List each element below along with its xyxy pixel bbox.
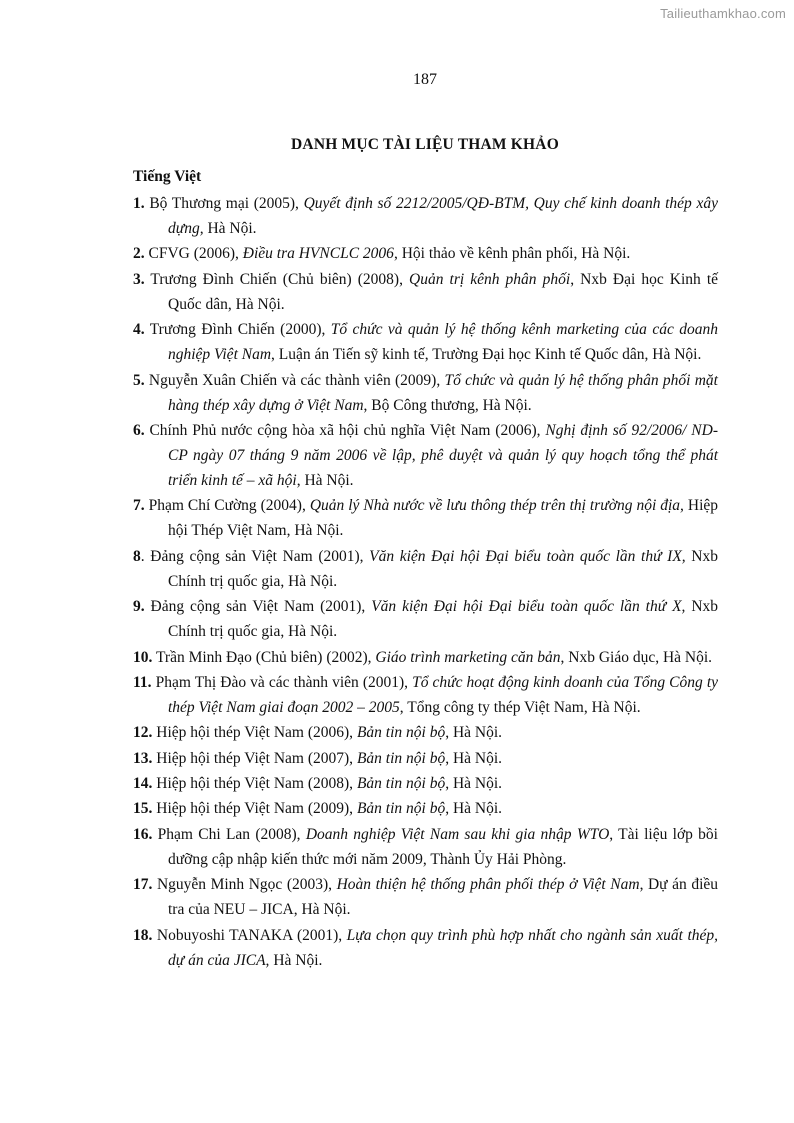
reference-author: Trương Đình Chiến (Chủ biên) (2008), (150, 270, 410, 288)
reference-title: Bản tin nội bộ (356, 724, 446, 742)
reference-number: 12. (133, 724, 153, 742)
reference-title: Quản trị kênh phân phối (409, 270, 571, 288)
reference-title: Tổ chức và quản lý hệ thống phân phối mặt hàng thép xây dựng ở Việt Nam (168, 371, 718, 414)
reference-author: Bộ Thương mại (2005), (149, 195, 304, 212)
reference-author: Trương Đình Chiến (2000), (149, 321, 331, 339)
reference-number: 7. (133, 497, 145, 515)
reference-title: Bản tin nội bộ (356, 800, 446, 818)
page-number: 187 (413, 71, 437, 88)
reference-item (133, 418, 718, 493)
page-title: DANH MỤC TÀI LIỆU THAM KHẢO (291, 136, 559, 153)
reference-item (133, 923, 718, 973)
reference-author: . Đảng cộng sản Việt Nam (2001), (140, 547, 370, 565)
reference-item (133, 493, 718, 543)
reference-number: 11. (133, 673, 152, 691)
reference-item (133, 267, 718, 317)
reference-number: 13. (133, 749, 153, 767)
reference-author: Nobuyoshi TANAKA (2001), (156, 926, 347, 944)
reference-title: Giáo trình marketing căn bản (375, 648, 561, 666)
reference-author: Trần Minh Đạo (Chủ biên) (2002), (155, 648, 376, 666)
reference-publisher: , Tài liệu lớp bồi dưỡng cập nhập kiến thức mới năm 2009, Thành Ủy Hải Phòng. (168, 825, 718, 868)
reference-publisher: , Hà Nội. (296, 471, 354, 489)
reference-title: Văn kiện Đại hội Đại biểu toàn quốc lần thứ IX, (369, 547, 686, 565)
reference-title: Quyết định số 2212/2005/QĐ-BTM, Quy chế kinh doanh thép xây dựng, (168, 195, 718, 237)
reference-author: Hiệp hội thép Việt Nam (2007), (156, 749, 357, 767)
reference-number: 10. (133, 648, 153, 666)
reference-publisher: Hà Nội. (269, 951, 323, 969)
reference-item (133, 796, 718, 821)
reference-publisher: , Hà Nội. (445, 775, 503, 793)
reference-item (133, 544, 718, 594)
reference-number: 17. (133, 876, 153, 894)
reference-author: Nguyễn Minh Ngọc (2003), (156, 876, 337, 894)
reference-author: Hiệp hội thép Việt Nam (2008), (156, 775, 357, 793)
reference-item (133, 746, 718, 771)
reference-number: 18. (133, 926, 153, 944)
reference-author: Phạm Chí Cường (2004), (148, 497, 310, 515)
reference-publisher: , Luận án Tiến sỹ kinh tế, Trường Đại học Kinh tế Quốc dân, Hà Nội. (271, 346, 702, 364)
reference-number: 5. (133, 371, 145, 389)
reference-number: 15. (133, 800, 153, 818)
reference-item (133, 872, 718, 922)
reference-author: Chính Phủ nước cộng hòa xã hội chủ nghĩa Việt Nam (2006), (149, 421, 546, 439)
reference-title: Tổ chức hoạt động kinh doanh của Tổng Công ty thép Việt Nam giai đoạn 2002 – 2005 (168, 673, 719, 716)
reference-publisher: Hà Nội. (203, 220, 257, 237)
reference-title: Nghị định số 92/2006/ ND-CP ngày 07 tháng 9 năm 2006 về lập, phê duyệt và quản lý quy hoạch tổng thể phát triển kinh tế – xã hội (168, 421, 719, 489)
reference-publisher: , Nxb Đại học Kinh tế Quốc dân, Hà Nội. (168, 270, 718, 313)
reference-publisher: Nxb Chính trị quốc gia, Hà Nội. (168, 598, 719, 641)
reference-number: 8 (133, 547, 141, 565)
reference-list (133, 191, 718, 973)
reference-author: Phạm Chi Lan (2008), (157, 825, 306, 843)
reference-author: CFVG (2006), (148, 245, 243, 263)
reference-item (133, 594, 718, 644)
reference-item (133, 771, 718, 796)
reference-author: Hiệp hội thép Việt Nam (2006), (156, 724, 357, 742)
reference-item (133, 822, 718, 872)
reference-publisher: , Hà Nội. (445, 724, 503, 742)
reference-number: 1. (133, 195, 145, 212)
reference-publisher: , Tổng công ty thép Việt Nam, Hà Nội. (399, 698, 641, 716)
reference-title: Văn kiện Đại hội Đại biểu toàn quốc lần thứ X, (371, 598, 686, 616)
reference-publisher: Nxb Chính trị quốc gia, Hà Nội. (168, 547, 718, 590)
reference-author: Hiệp hội thép Việt Nam (2009), (156, 800, 357, 818)
reference-author: Phạm Thị Đào và các thành viên (2001), (155, 673, 413, 691)
reference-title: Tổ chức và quản lý hệ thống kênh marketing của các doanh nghiệp Việt Nam (168, 321, 718, 364)
reference-item (133, 368, 718, 418)
reference-number: 9. (133, 598, 145, 616)
reference-publisher: , Hội thảo về kênh phân phối, Hà Nội. (393, 245, 631, 263)
reference-number: 3. (133, 270, 145, 288)
reference-publisher: , Hà Nội. (445, 800, 503, 818)
reference-title: Hoàn thiện hệ thống phân phối thép ở Việt Nam (336, 876, 640, 894)
reference-number: 14. (133, 775, 153, 793)
reference-number: 16. (133, 825, 153, 843)
reference-item (133, 191, 718, 241)
reference-item (133, 720, 718, 745)
reference-item (133, 241, 718, 266)
reference-publisher: Hiệp hội Thép Việt Nam, Hà Nội. (168, 497, 719, 540)
reference-item (133, 670, 718, 720)
reference-title: Điều tra HVNCLC 2006 (242, 245, 394, 263)
reference-title: Bản tin nội bộ (356, 749, 446, 767)
reference-number: 4. (133, 321, 145, 339)
reference-number: 2. (133, 245, 145, 263)
reference-title: Lựa chọn quy trình phù hợp nhất cho ngành sản xuất thép, dự án của JICA, (168, 926, 719, 969)
reference-title: Bản tin nội bộ (356, 775, 446, 793)
reference-publisher: , Dự án điều tra của NEU – JICA, Hà Nội. (168, 876, 719, 919)
reference-author: Nguyễn Xuân Chiến và các thành viên (2009), (148, 371, 445, 389)
reference-publisher: , Bộ Công thương, Hà Nội. (363, 396, 532, 414)
reference-publisher: , Nxb Giáo dục, Hà Nội. (560, 648, 713, 666)
reference-title: Quản lý Nhà nước về lưu thông thép trên thị trường nội địa, (309, 497, 684, 515)
reference-publisher: , Hà Nội. (445, 749, 503, 767)
section-heading: Tiếng Việt (133, 168, 202, 185)
reference-item (133, 645, 718, 670)
reference-author: Đảng cộng sản Việt Nam (2001), (150, 598, 372, 616)
reference-number: 6. (133, 421, 145, 439)
reference-item (133, 317, 718, 367)
reference-title: Doanh nghiệp Việt Nam sau khi gia nhập WTO (305, 825, 610, 843)
watermark: Tailieuthamkhao.com (660, 6, 786, 21)
